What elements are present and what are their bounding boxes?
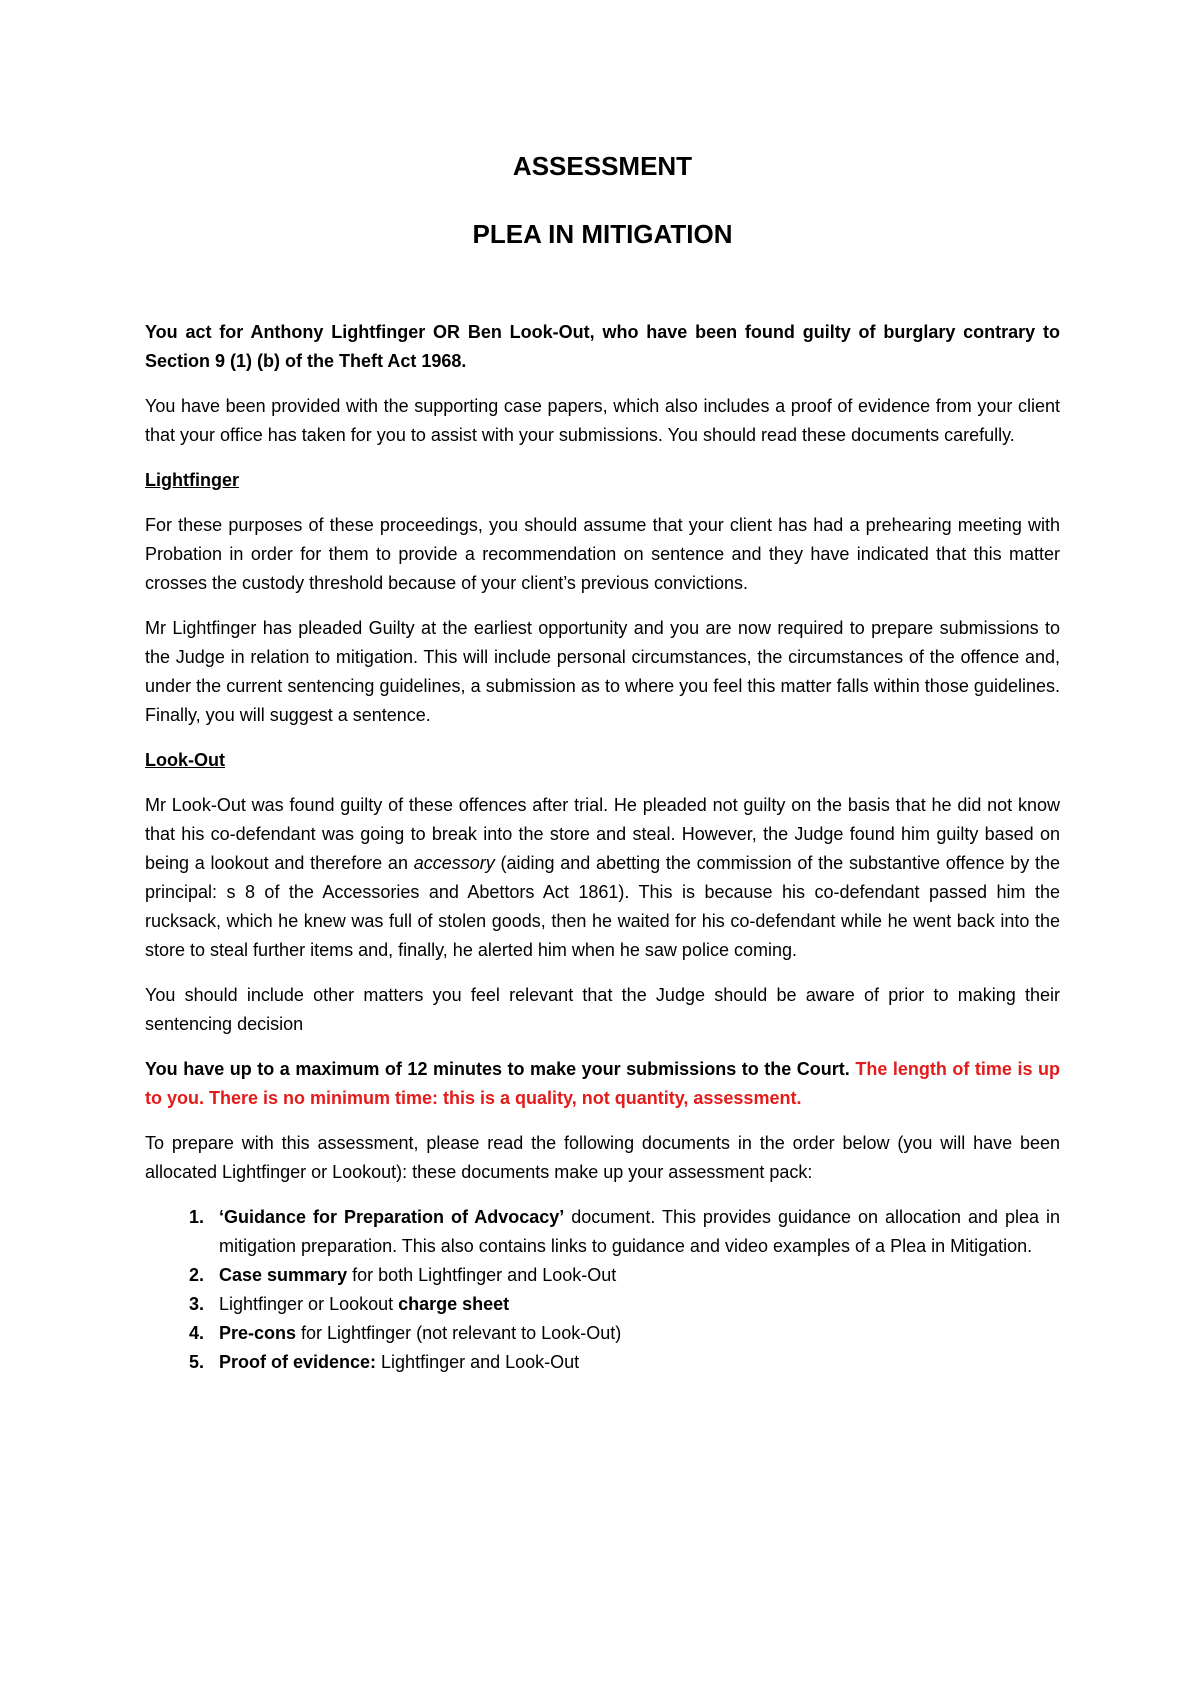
list-item-text: for both Lightfinger and Look-Out	[347, 1265, 617, 1285]
list-item-number: 3.	[189, 1294, 205, 1314]
list-item-number: 1.	[189, 1207, 205, 1227]
lightfinger-paragraph-2: Mr Lightfinger has pleaded Guilty at the earliest opportunity and you are now required to prepare submissions to the Judge in relation to mitigation. This will include personal circumstances, the circumstances of the offence and, under the current sentencing guidelines, a submission as to where you feel this matter falls within those guidelines. Finally, you will suggest a sentence.	[145, 618, 1060, 725]
document-subtitle: PLEA IN MITIGATION	[472, 219, 733, 249]
lookout-paragraph-emphasis: accessory	[413, 853, 495, 873]
list-item	[189, 1319, 1060, 1348]
list-item-bold: Case summary	[219, 1265, 348, 1285]
list-item-number: 4.	[189, 1323, 205, 1343]
lookout-paragraph	[145, 791, 1060, 965]
document-title: ASSESSMENT	[512, 151, 693, 181]
lookout-paragraph-part-b: (aiding and abetting the commission of the substantive offence by the principal: s 8 of the Accessories and Abettors Act 1861). This is because his co-defendant passed him the rucksack, which he knew was full of stolen goods, then he waited for his co-defendant while he went back into the store to steal further items and, finally, he alerted him when he saw police coming.	[145, 853, 1060, 960]
time-limit-paragraph	[145, 1055, 1060, 1113]
list-item-bold: Pre-cons	[219, 1323, 297, 1343]
list-item-bold-after: charge sheet	[398, 1294, 510, 1314]
lightfinger-heading: Lightfinger	[145, 470, 239, 490]
list-item-number: 5.	[189, 1352, 205, 1372]
list-item	[189, 1203, 1060, 1261]
document-body	[145, 148, 1060, 1377]
list-item-text: Lightfinger or Lookout	[219, 1294, 399, 1314]
list-item	[189, 1290, 1060, 1319]
lookout-heading: Look-Out	[145, 750, 225, 770]
time-limit-red: The length of time is up to you. There is no minimum time: this is a quality, not quantity, assessment.	[145, 1059, 1060, 1108]
prepare-paragraph: To prepare with this assessment, please read the following documents in the order below (you will have been allocated Lightfinger or Lookout): these documents make up your assessment pack:	[145, 1133, 1060, 1182]
list-item-text: for Lightfinger (not relevant to Look-Out)	[296, 1323, 622, 1343]
list-item-text: Lightfinger and Look-Out	[376, 1352, 580, 1372]
document-list	[145, 1203, 1060, 1377]
intro-paragraph: You have been provided with the supporting case papers, which also includes a proof of evidence from your client that your office has taken for you to assist with your submissions. You should read these documents carefully.	[145, 396, 1060, 445]
list-item-bold: ‘Guidance for Preparation of Advocacy’	[219, 1207, 565, 1227]
lightfinger-paragraph-1: For these purposes of these proceedings, you should assume that your client has had a prehearing meeting with Probation in order for them to provide a recommendation on sentence and they have indicated that this matter crosses the custody threshold because of your client’s previous convictions.	[145, 515, 1060, 593]
list-item-bold: Proof of evidence:	[219, 1352, 377, 1372]
list-item	[189, 1348, 1060, 1377]
lookout-paragraph-part-a: Mr Look-Out was found guilty of these offences after trial. He pleaded not guilty on the basis that he did not know that his co-defendant was going to break into the store and steal. However, the Judge found him guilty based on being a lookout and therefore an	[145, 795, 1060, 873]
other-matters-paragraph: You should include other matters you feel relevant that the Judge should be aware of prior to making their sentencing decision	[145, 985, 1060, 1034]
list-item-number: 2.	[189, 1265, 205, 1285]
intro-bold-paragraph: You act for Anthony Lightfinger OR Ben Look-Out, who have been found guilty of burglary contrary to Section 9 (1) (b) of the Theft Act 1968.	[145, 322, 1060, 371]
list-item-text: document. This provides guidance on allocation and plea in mitigation preparation. This also contains links to guidance and video examples of a Plea in Mitigation.	[219, 1207, 1060, 1256]
time-limit-bold: You have up to a maximum of 12 minutes to make your submissions to the Court.	[145, 1059, 850, 1079]
list-item	[189, 1261, 1060, 1290]
